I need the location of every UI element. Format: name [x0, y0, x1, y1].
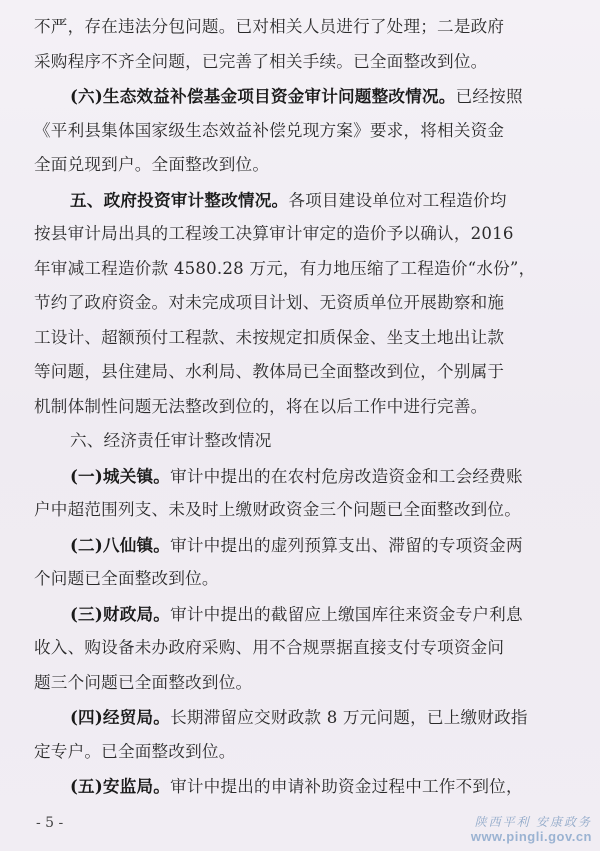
section-heading: (二)八仙镇。: [70, 534, 171, 555]
text-line: [34, 10, 572, 45]
text-line: [34, 700, 572, 735]
body-text: 等问题，县住建局、水利局、教体局已全面整改到位，个别属于: [34, 362, 505, 381]
body-text: 工设计、超额预付工程款、未按规定扣质保金、坐支土地出让款: [34, 327, 505, 347]
text-line: [34, 459, 572, 494]
text-line: [34, 79, 572, 114]
text-line: [34, 666, 572, 701]
watermark-url: www.pingli.gov.cn: [470, 829, 592, 845]
text-line: [34, 769, 572, 804]
section-heading: (五)安监局。: [70, 776, 171, 796]
text-line: [34, 528, 572, 563]
section-heading: (三)财政局。: [70, 603, 171, 624]
body-text: 长期滞留应交财政款 8 万元问题，已上缴财政指: [170, 708, 528, 727]
text-line: [34, 493, 572, 528]
text-line: [34, 148, 572, 183]
text-line: [34, 424, 572, 459]
body-text: 年审减工程造价款 4580.28 万元，有力地压缩了工程造价“水份”，: [34, 258, 536, 278]
body-text: 六、经济责任审计整改情况: [70, 431, 272, 450]
text-line: [34, 390, 572, 425]
text-line: [34, 355, 572, 390]
body-text: 《平利县集体国家级生态效益补偿兑现方案》要求，将相关资金: [34, 120, 505, 140]
text-line: [34, 562, 572, 597]
text-line: [34, 217, 572, 252]
section-heading: (六)生态效益补偿基金项目资金审计问题整改情况。: [70, 86, 456, 106]
body-text: 审计中提出的虚列预算支出、滞留的专项资金两: [170, 535, 523, 555]
body-text: 采购程序不齐全问题，已完善了相关手续。已全面整改到位。: [34, 51, 488, 71]
section-heading: 五、政府投资审计整改情况。: [70, 189, 289, 210]
body-text: 审计中提出的截留应上缴国库往来资金专户利息: [170, 604, 523, 624]
body-text: 定专户。已全面整改到位。: [34, 741, 236, 761]
text-line: [34, 631, 572, 666]
watermark-text: 陕西平利 安康政务: [474, 815, 592, 830]
body-text: 收入、购设备未办政府采购、用不合规票据直接支付专项资金问: [34, 638, 505, 657]
text-line: [34, 45, 572, 80]
site-watermark: [471, 816, 592, 845]
document-body: [34, 10, 572, 804]
body-text: 审计中提出的在农村危房改造资金和工会经费账: [170, 466, 523, 486]
text-line: [34, 183, 572, 218]
body-text: 节约了政府资金。对未完成项目计划、无资质单位开展勘察和施: [34, 293, 505, 312]
body-text: 各项目建设单位对工程造价均: [288, 190, 507, 210]
text-line: [34, 321, 572, 356]
body-text: 全面兑现到户。全面整改到位。: [34, 155, 270, 174]
text-line: [34, 286, 572, 321]
body-text: 机制体制性问题无法整改到位的，将在以后工作中进行完善。: [34, 396, 488, 416]
page-number: - 5 -: [36, 815, 64, 831]
section-heading: (一)城关镇。: [70, 465, 171, 486]
text-line: [34, 597, 572, 632]
body-text: 不严，存在违法分包问题。已对相关人员进行了处理；二是政府: [34, 17, 505, 36]
section-heading: (四)经贸局。: [70, 707, 171, 727]
body-text: 按县审计局出具的工程竣工决算审计审定的造价予以确认，2016: [34, 224, 514, 243]
body-text: 审计中提出的申请补助资金过程中工作不到位，: [170, 777, 523, 796]
body-text: 已经按照: [455, 87, 523, 106]
text-line: [34, 735, 572, 770]
body-text: 户中超范围列支、未及时上缴财政资金三个问题已全面整改到位。: [34, 500, 522, 519]
body-text: 题三个问题已全面整改到位。: [34, 672, 253, 692]
text-line: [34, 114, 572, 149]
text-line: [34, 252, 572, 287]
body-text: 个问题已全面整改到位。: [34, 569, 219, 588]
